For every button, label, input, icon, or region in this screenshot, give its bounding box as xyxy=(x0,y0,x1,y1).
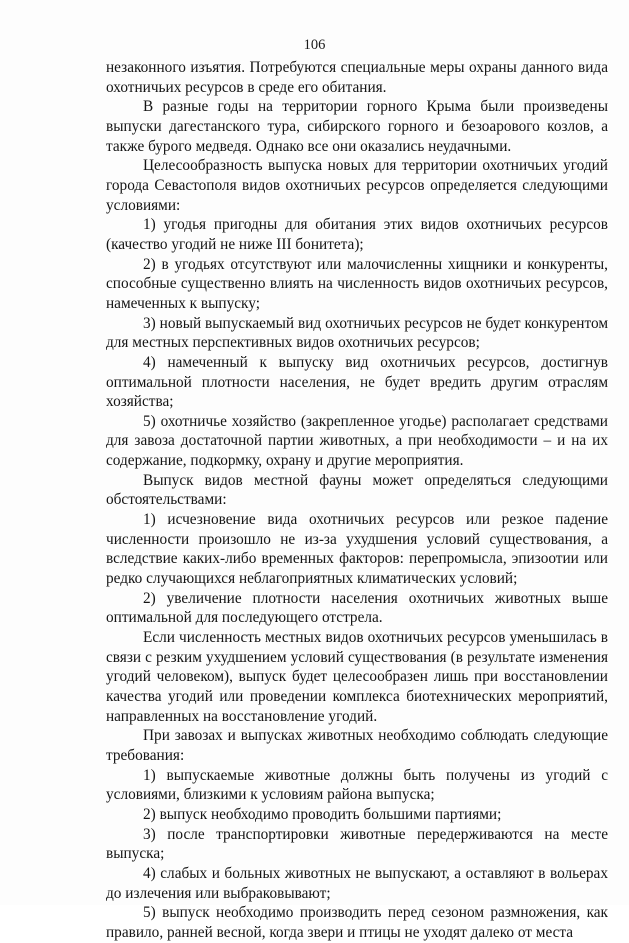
page-number: 106 xyxy=(303,37,326,53)
paragraph: В разные годы на территории горного Крыма были произведены выпуски дагестанского тура, сибирского горного и безоарового козлов, а также бурого медведя. Однако все они оказались неудачными. xyxy=(106,98,608,155)
list-item: 4) намеченный к выпуску вид охотничьих ресурсов, достигнув оптимальной плотности населения, не будет вредить другим отраслям хозяйства; xyxy=(106,353,608,411)
list-item: 5) выпуск необходимо производить перед сезоном размножения, как правило, ранней весной, когда звери и птицы не уходят далеко от места xyxy=(106,904,608,941)
paragraph: Целесообразность выпуска новых для территории охотничьих угодий города Севастополя видов охотничьих ресурсов определяется следующими условиями: xyxy=(106,157,608,214)
list-item: 5) охотничье хозяйство (закрепленное угодье) располагает средствами для завоза достаточной партии животных, а при необходимости – и на их содержание, подкормку, охрану и другие мероприятия. xyxy=(106,412,608,470)
list-item: 1) исчезновение вида охотничьих ресурсов или резкое падение численности произошло не из-за ухудшения условий существования, а вследствие каких-либо временных факторов: перепромысла, эпизоотии или редко случающихся неблагоприятных климатических условий; xyxy=(106,511,608,588)
paragraph: Если численность местных видов охотничьих ресурсов уменьшилась в связи с резким ухудшением условий существования (в результате изменения угодий человеком), выпуск будет целесообразен лишь при восстановлении качества угодий или проведении комплекса биотехнических мероприятий, направленных на восстановление угодий. xyxy=(106,629,608,725)
list-item: 1) угодья пригодны для обитания этих видов охотничьих ресурсов (качество угодий не ниже III бонитета); xyxy=(106,216,608,253)
list-item: 2) в угодьях отсутствуют или малочисленны хищники и конкуренты, способные существенно влиять на численность видов охотничьих ресурсов, намеченных к выпуску; xyxy=(106,255,608,312)
list-item: 4) слабых и больных животных не выпускают, а оставляют в вольерах до излечения или выбраковывают; xyxy=(106,864,608,902)
list-item: 1) выпускаемые животные должны быть получены из угодий с условиями, близкими к условиям района выпуска; xyxy=(106,766,608,804)
paragraph-continuation: незаконного изъятия. Потребуются специальные меры охраны данного вида охотничьих ресурсов в среде его обитания. xyxy=(106,59,608,96)
list-item: 3) новый выпускаемый вид охотничьих ресурсов не будет конкурентом для местных перспективных видов охотничьих ресурсов; xyxy=(106,314,608,352)
list-item: 3) после транспортировки животные передерживаются на месте выпуска; xyxy=(106,825,608,863)
list-item: 2) выпуск необходимо проводить большими партиями; xyxy=(143,805,502,823)
paragraph: При завозах и выпусках животных необходимо соблюдать следующие требования: xyxy=(106,727,608,764)
page-body xyxy=(106,58,608,943)
list-item: 2) увеличение плотности населения охотничьих животных выше оптимальной для последующего отстрела. xyxy=(106,589,608,627)
paragraph: Выпуск видов местной фауны может определяться следующими обстоятельствами: xyxy=(106,471,608,509)
